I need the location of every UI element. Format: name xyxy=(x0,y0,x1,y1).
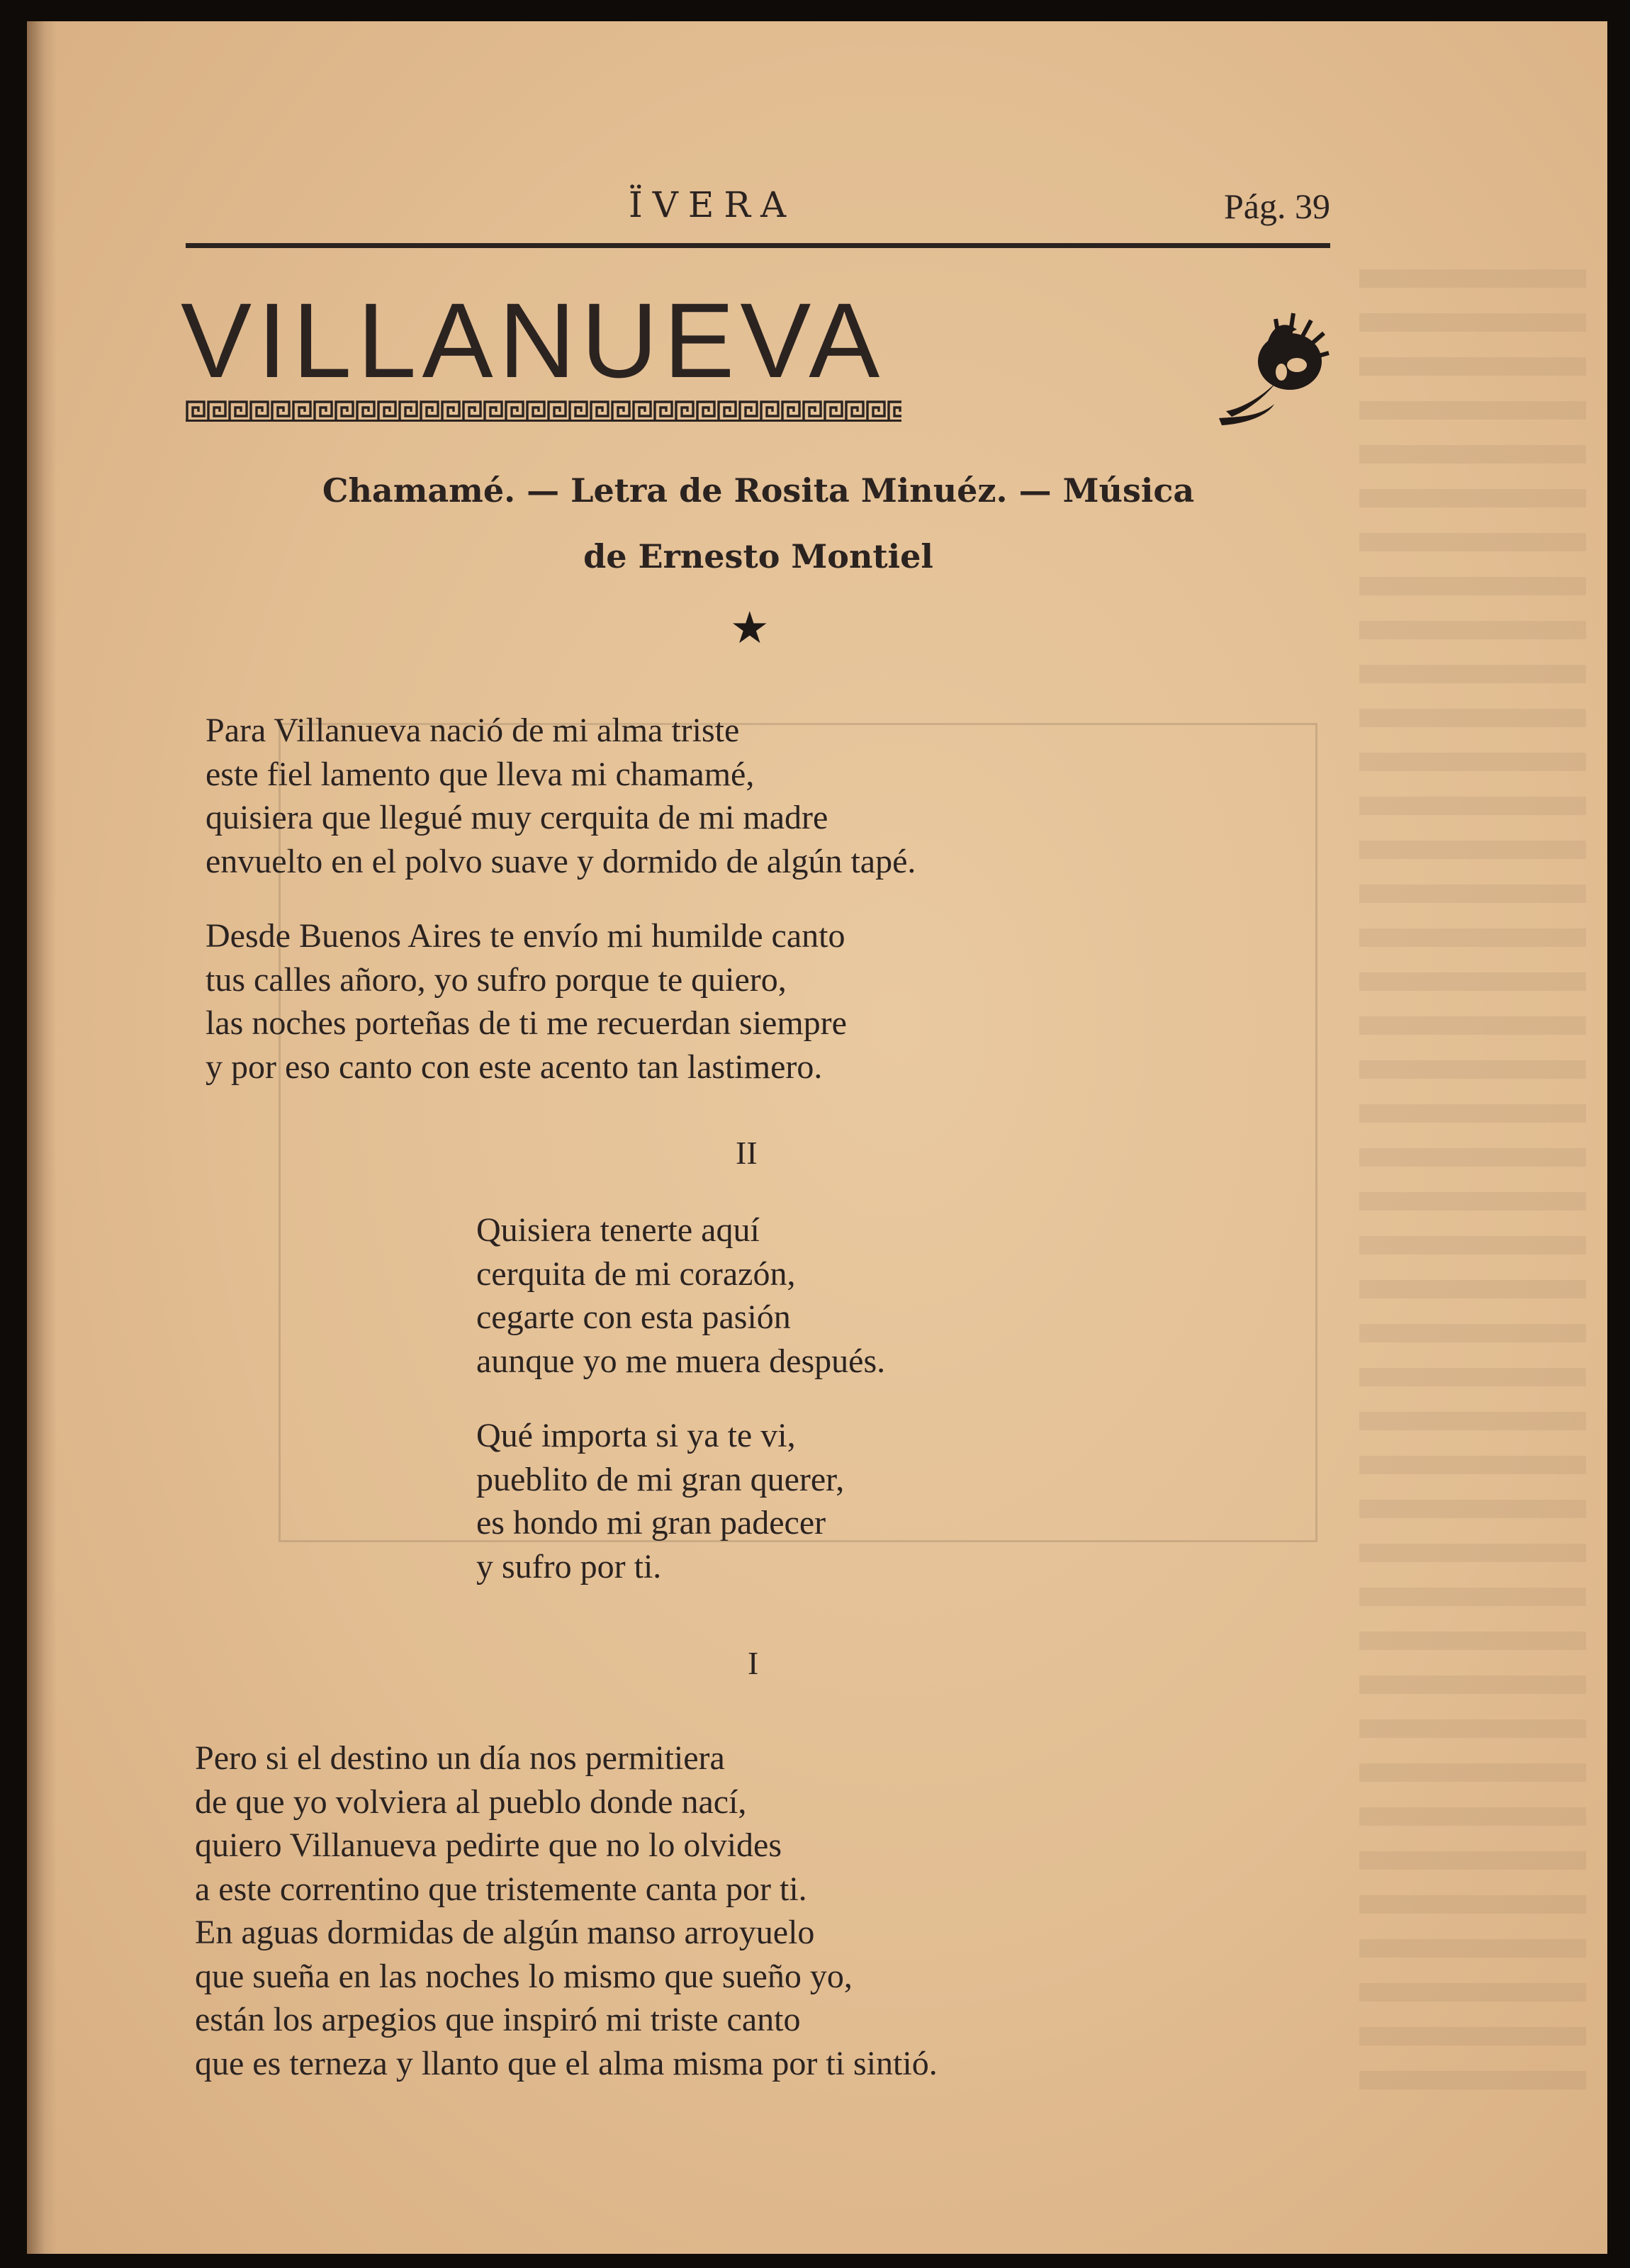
verse-line: a este correntino que tristemente canta por ti. xyxy=(195,1870,807,1908)
verse-line: quiero Villanueva pedirte que no lo olvides xyxy=(195,1826,782,1864)
verse-line: Quisiera tenerte aquí xyxy=(476,1211,760,1249)
verse-line: es hondo mi gran padecer xyxy=(476,1504,826,1542)
page-number: Pág. 39 xyxy=(1224,186,1330,226)
stanza-3 xyxy=(476,1208,885,1383)
flower-icon xyxy=(1198,305,1332,432)
verse-line: cegarte con esta pasión xyxy=(476,1298,791,1336)
star-icon: ★ xyxy=(730,602,770,653)
verse-line: Qué importa si ya te vi, xyxy=(476,1417,796,1454)
stanza-4 xyxy=(476,1414,844,1588)
verse-line: Pero si el destino un día nos permitiera xyxy=(195,1739,725,1777)
subtitle-credits: Chamamé. — Letra de Rosita Minuéz. — Música xyxy=(322,471,1195,510)
greek-key-border-ornament xyxy=(186,400,901,422)
verse-line: y por eso canto con este acento tan lastimero. xyxy=(206,1048,823,1086)
verse-line: En aguas dormidas de algún manso arroyuelo xyxy=(195,1914,815,1951)
verse-line: de que yo volviera al pueblo donde nací, xyxy=(195,1783,747,1821)
subtitle-composer: de Ernesto Montiel xyxy=(583,537,933,576)
section-marker-i: I xyxy=(748,1645,759,1681)
verse-line: este fiel lamento que lleva mi chamamé, xyxy=(206,755,755,793)
verse-line: pueblito de mi gran querer, xyxy=(476,1460,845,1498)
verse-line: que sueña en las noches lo mismo que sueño yo, xyxy=(195,1957,853,1995)
running-title: ÏVERA xyxy=(629,184,797,225)
verse-line: que es terneza y llanto que el alma misma por ti sintió. xyxy=(195,2044,938,2082)
verse-line: las noches porteñas de ti me recuerdan siempre xyxy=(206,1004,847,1042)
verse-line: aunque yo me muera después. xyxy=(476,1342,886,1380)
bleed-through-text xyxy=(1359,269,1586,2112)
verse-line: tus calles añoro, yo sufro porque te quiero, xyxy=(206,960,787,999)
stanza-5 xyxy=(195,1736,938,2085)
book-spine-shadow xyxy=(27,21,57,2254)
verse-line: cerquita de mi corazón, xyxy=(476,1254,796,1293)
verse-line: Desde Buenos Aires te envío mi humilde canto xyxy=(206,917,845,955)
running-header xyxy=(186,170,1330,241)
section-marker-ii: II xyxy=(736,1135,758,1171)
verse-line: Para Villanueva nació de mi alma triste xyxy=(206,712,740,749)
song-title: VILLANUEVA xyxy=(181,281,886,400)
stanza-2 xyxy=(206,914,847,1089)
header-rule xyxy=(186,243,1330,248)
verse-line: envuelto en el polvo suave y dormido de algún tapé. xyxy=(206,842,916,880)
verse-line: están los arpegios que inspiró mi triste canto xyxy=(195,2001,801,2038)
verse-line: y sufro por ti. xyxy=(476,1547,662,1585)
stanza-1 xyxy=(206,709,916,883)
verse-line: quisiera que llegué muy cerquita de mi madre xyxy=(206,799,828,836)
